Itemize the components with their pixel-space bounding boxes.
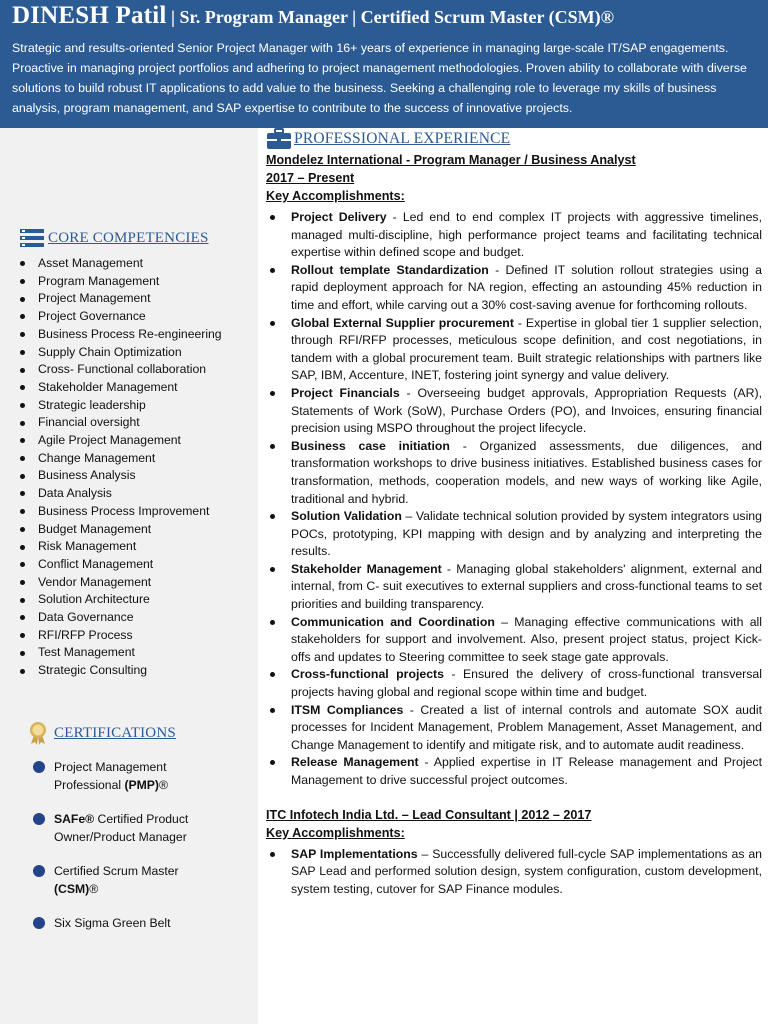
cert-name: Six Sigma Green Belt [54,916,171,930]
bullet-dot [270,391,275,396]
bullet-dot [33,813,45,825]
main-content [260,128,768,1024]
accomplishment-item [266,846,762,899]
bullet-dot [20,456,25,461]
bullet-dot [20,403,25,408]
accomplishments-label: Key Accomplishments: [266,189,405,203]
accomplishment-separator: – [417,846,433,861]
accomplishment-title: Stakeholder Management [291,561,442,576]
accomplishment-body: Organized assessments, due diligences, and transformation workshops to drive business initiatives. Established business cases for transformation, methods, cooperation models, and new ways of working like Agile, traditional and hybrid. [291,438,762,506]
bullet-dot [20,615,25,620]
competency-label: Program Management [38,273,160,288]
accomplishment-body: Led end to end complex IT projects with aggressive timelines, managed multi-discipline, high performance project teams and facilitating technical expertise within defined scope and budget. [291,210,762,260]
bullet-dot [20,474,25,479]
bullet-dot [270,321,275,326]
bullet-dot [20,580,25,585]
competency-item [20,273,222,291]
award-ribbon-icon [28,721,48,745]
cert-suffix: ® [158,778,168,792]
candidate-name: DINESH Patil [12,2,167,29]
header-banner [0,0,768,128]
job-dates: 2017 – Present [266,171,355,185]
competency-item [20,397,222,415]
competency-label: Data Governance [38,610,134,625]
profile-summary: Strategic and results-oriented Senior Project Manager with 16+ years of experience in managing large-scale IT/SAP engagements. Proactive in managing project portfolios and adhering to project management methodologies. Proven ability to collaborate with diverse solutions to build robust IT applications to add value to the business. Seeking a challenging role to leverage my skills of business analysis, program management, and SAP expertise to contribute to the success of innovative projects. [12,41,747,115]
bullet-dot [20,332,25,337]
accomplishment-title: SAP Implementations [291,846,418,861]
core-competencies-section [20,228,222,680]
competency-label: Project Management [38,291,151,306]
accomplishment-body: Defined IT solution rollout strategies using a rapid deployment approach for NA region, effecting an astounding 45% reduction in time and effort, while carving out a 30% cost-saving avenue for forthcoming rollouts. [291,262,762,312]
accomplishment-separator: – [401,509,416,524]
accomplishment-title: Project Delivery [291,210,387,224]
competency-item [20,627,222,645]
accomplishment-separator: - [399,385,418,400]
competency-label: Asset Management [38,256,144,270]
accomplishment-body: Applied expertise in IT Release management and Project Management to drive successful project outcomes. [291,755,762,787]
bullet-dot [20,562,25,567]
candidate-role: | Sr. Program Manager | Certified Scrum Master (CSM)® [166,7,615,27]
competency-label: RFI/RFP Process [38,627,133,642]
competency-label: Change Management [38,450,156,465]
accomplishment-item [266,508,762,561]
competency-label: Strategic Consulting [38,663,148,678]
certification-text [54,758,224,794]
accomplishment-item [266,385,762,438]
competency-item [20,556,222,574]
competency-label: Agile Project Management [38,433,181,448]
experience-heading [266,128,762,150]
competency-item [20,485,222,503]
accomplishments-label: Key Accomplishments: [266,825,405,840]
competency-item [20,609,222,627]
accomplishment-text [291,315,762,385]
accomplishment-title: ITSM Compliances [291,702,404,717]
competency-item [20,662,222,680]
accomplishment-item [266,702,762,755]
competency-label: Data Analysis [38,486,112,501]
cert-suffix: ® [89,882,99,896]
bullet-dot [20,261,25,266]
core-competencies-heading [20,228,222,248]
accomplishment-body: Managing global stakeholders' alignment, external and internal, from C- suit executives to external suppliers and cross-functional teams to set priorities and building transparency. [291,561,763,612]
bullet-dot [20,350,25,355]
certifications-heading [28,721,224,745]
competency-list [20,255,222,680]
accomplishment-separator: - [441,561,457,576]
bullet-dot [270,708,275,713]
competency-item [20,574,222,592]
accomplishment-title: Project Financials [291,385,400,400]
accomplishment-body: Managing effective communications with all stakeholders for support and involvement. Also, present project status, project Kick-offs and updates to Steering committee to seek stage gate approvals. [291,614,762,664]
competency-item [20,644,222,662]
bullet-dot [20,527,25,532]
accomplishment-body: Ensured the delivery of cross-functional transversal projects having global and regional scope within time and budget. [291,667,762,700]
job-entry [266,806,762,899]
accomplishment-body: Successfully delivered full-cycle SAP implementations as an SAP Lead and performed solution design, system configuration, custom development, system testing, cutover for SAP Finance modules. [291,846,762,896]
accomplishment-title: Release Management [291,755,419,770]
bullet-dot [20,421,25,426]
bullet-dot [33,761,45,773]
accomplishment-text [291,385,762,438]
bullet-dot [20,633,25,638]
competency-item [20,467,222,485]
job-list [266,151,762,898]
certification-item [33,758,224,794]
experience-section [266,128,762,898]
accomplishment-separator: - [386,210,403,224]
competency-label: Project Governance [38,309,146,324]
accomplishment-item [266,438,762,508]
accomplishment-item [266,561,762,614]
accomplishment-text [291,438,762,508]
accomplishment-text [291,846,762,899]
experience-title: PROFESSIONAL EXPERIENCE [294,130,511,147]
accomplishment-item [266,666,762,701]
certification-item [33,862,224,898]
accomplishment-item [266,262,762,315]
competency-item [20,379,222,397]
list-icon [20,228,44,248]
accomplishment-separator: - [449,438,480,453]
competency-label: Financial oversight [38,415,140,430]
accomplishment-text [291,614,762,667]
competency-item [20,255,222,273]
accomplishment-item [266,614,762,667]
accomplishment-item [266,209,762,262]
competency-label: Solution Architecture [38,592,150,607]
title-line [12,2,614,30]
accomplishment-title: Communication and Coordination [291,614,495,629]
bullet-dot [20,297,25,302]
bullet-dot [20,279,25,284]
accomplishment-separator: - [513,315,526,330]
accomplishment-item [266,315,762,385]
bullet-dot [20,491,25,496]
certification-text [54,914,224,932]
accomplishment-text [291,666,762,701]
bullet-dot [20,368,25,373]
bullet-dot [270,215,275,220]
cert-name: Project Management Professional [54,760,167,792]
accomplishment-body: Validate technical solution provided by system integrators using POCs, prototyping, KPI mapping with design and by analyzing and interpreting the results. [291,509,762,559]
accomplishment-text [291,561,762,614]
accomplishment-item [266,754,762,789]
bullet-dot [33,865,45,877]
competency-label: Test Management [38,645,135,660]
cert-abbrev: (PMP) [124,778,159,792]
competency-item [20,591,222,609]
bullet-dot [270,672,275,677]
briefcase-icon [266,128,292,150]
accomplishment-list [266,209,762,790]
certification-text [54,862,224,898]
accomplishment-title: Rollout template Standardization [291,262,489,277]
competency-label: Stakeholder Management [38,379,178,394]
accomplishment-separator: - [488,262,506,277]
company-line: ITC Infotech India Ltd. – Lead Consultant | 2012 – 2017 [266,807,592,822]
bullet-dot [270,852,275,857]
accomplishment-list [266,846,762,899]
certification-list [33,758,224,932]
bullet-dot [20,385,25,390]
bullet-dot [270,268,275,273]
accomplishment-text [291,754,762,789]
competency-label: Supply Chain Optimization [38,344,182,359]
competency-label: Budget Management [38,521,152,536]
accomplishment-text [291,508,762,561]
cert-abbrev: (CSM) [54,882,90,896]
bullet-dot [20,651,25,656]
certification-item [33,914,224,932]
certifications-title: CERTIFICATIONS [54,724,176,741]
certification-item [33,810,224,846]
cert-abbrev: SAFe® [54,812,95,826]
accomplishment-separator: - [403,702,421,717]
cert-suffix: Certified Product Owner/Product Manager [54,812,189,844]
competency-label: Business Process Re-engineering [38,326,222,341]
accomplishment-title: Global External Supplier procurement [291,315,514,330]
competency-item [20,450,222,468]
accomplishment-title: Solution Validation [291,509,402,524]
core-competencies-title: CORE COMPETENCIES [48,229,209,246]
competency-label: Cross- Functional collaboration [38,362,206,377]
bullet-dot [270,567,275,572]
competency-label: Vendor Management [38,574,152,589]
cert-name: Certified Scrum Master [54,864,179,878]
bullet-dot [270,620,275,625]
accomplishment-title: Cross-functional projects [291,667,444,682]
competency-item [20,432,222,450]
sidebar [0,128,258,1024]
competency-item [20,503,222,521]
competency-label: Strategic leadership [38,397,146,412]
bullet-dot [20,314,25,319]
competency-item [20,361,222,379]
bullet-dot [270,760,275,765]
bullet-dot [20,545,25,550]
accomplishment-body: Overseeing budget approvals, Appropriation Requests (AR), Statements of Work (SoW), Purchase Orders (PO), and Invoices, ensuring financial precision using MSPO throughout the project lifecycle. [291,385,762,436]
accomplishment-separator: - [418,755,434,770]
accomplishment-title: Business case initiation [291,438,450,453]
bullet-dot [33,917,45,929]
company-line: Mondelez International - Program Manager / Business Analyst [266,153,636,167]
certifications-section [28,721,224,948]
bullet-dot [270,514,275,519]
competency-label: Conflict Management [38,556,154,571]
competency-item [20,344,222,362]
accomplishment-text [291,209,762,262]
bullet-dot [20,669,25,674]
accomplishment-separator: – [494,614,515,629]
competency-label: Risk Management [38,539,137,554]
accomplishment-text [291,262,762,315]
certification-text [54,810,224,846]
competency-label: Business Analysis [38,468,136,483]
bullet-dot [20,438,25,443]
competency-label: Business Process Improvement [38,503,210,518]
bullet-dot [20,598,25,603]
competency-item [20,521,222,539]
bullet-dot [270,444,275,449]
accomplishment-separator: - [443,667,463,682]
competency-item [20,538,222,556]
accomplishment-text [291,702,762,755]
bullet-dot [20,509,25,514]
accomplishment-body: Expertise in global tier 1 supplier selection, through RFI/RFP processes, meticulous scope definition, and cost negotiations, in tandem with a global procurement team. Built strategic relationships with partners like SAP, IBM, Accenture, INET, fostering joint synergy and value delivery. [291,315,762,383]
job-entry [266,151,762,790]
competency-item [20,326,222,344]
competency-item [20,308,222,326]
competency-item [20,414,222,432]
accomplishment-body: Created a list of internal controls and automate SOX audit processes for Incident Management, Problem Management, Asset Management, and Change Management to identify and mitigate risk, and to automate audit readiness. [291,702,762,752]
competency-item [20,290,222,308]
